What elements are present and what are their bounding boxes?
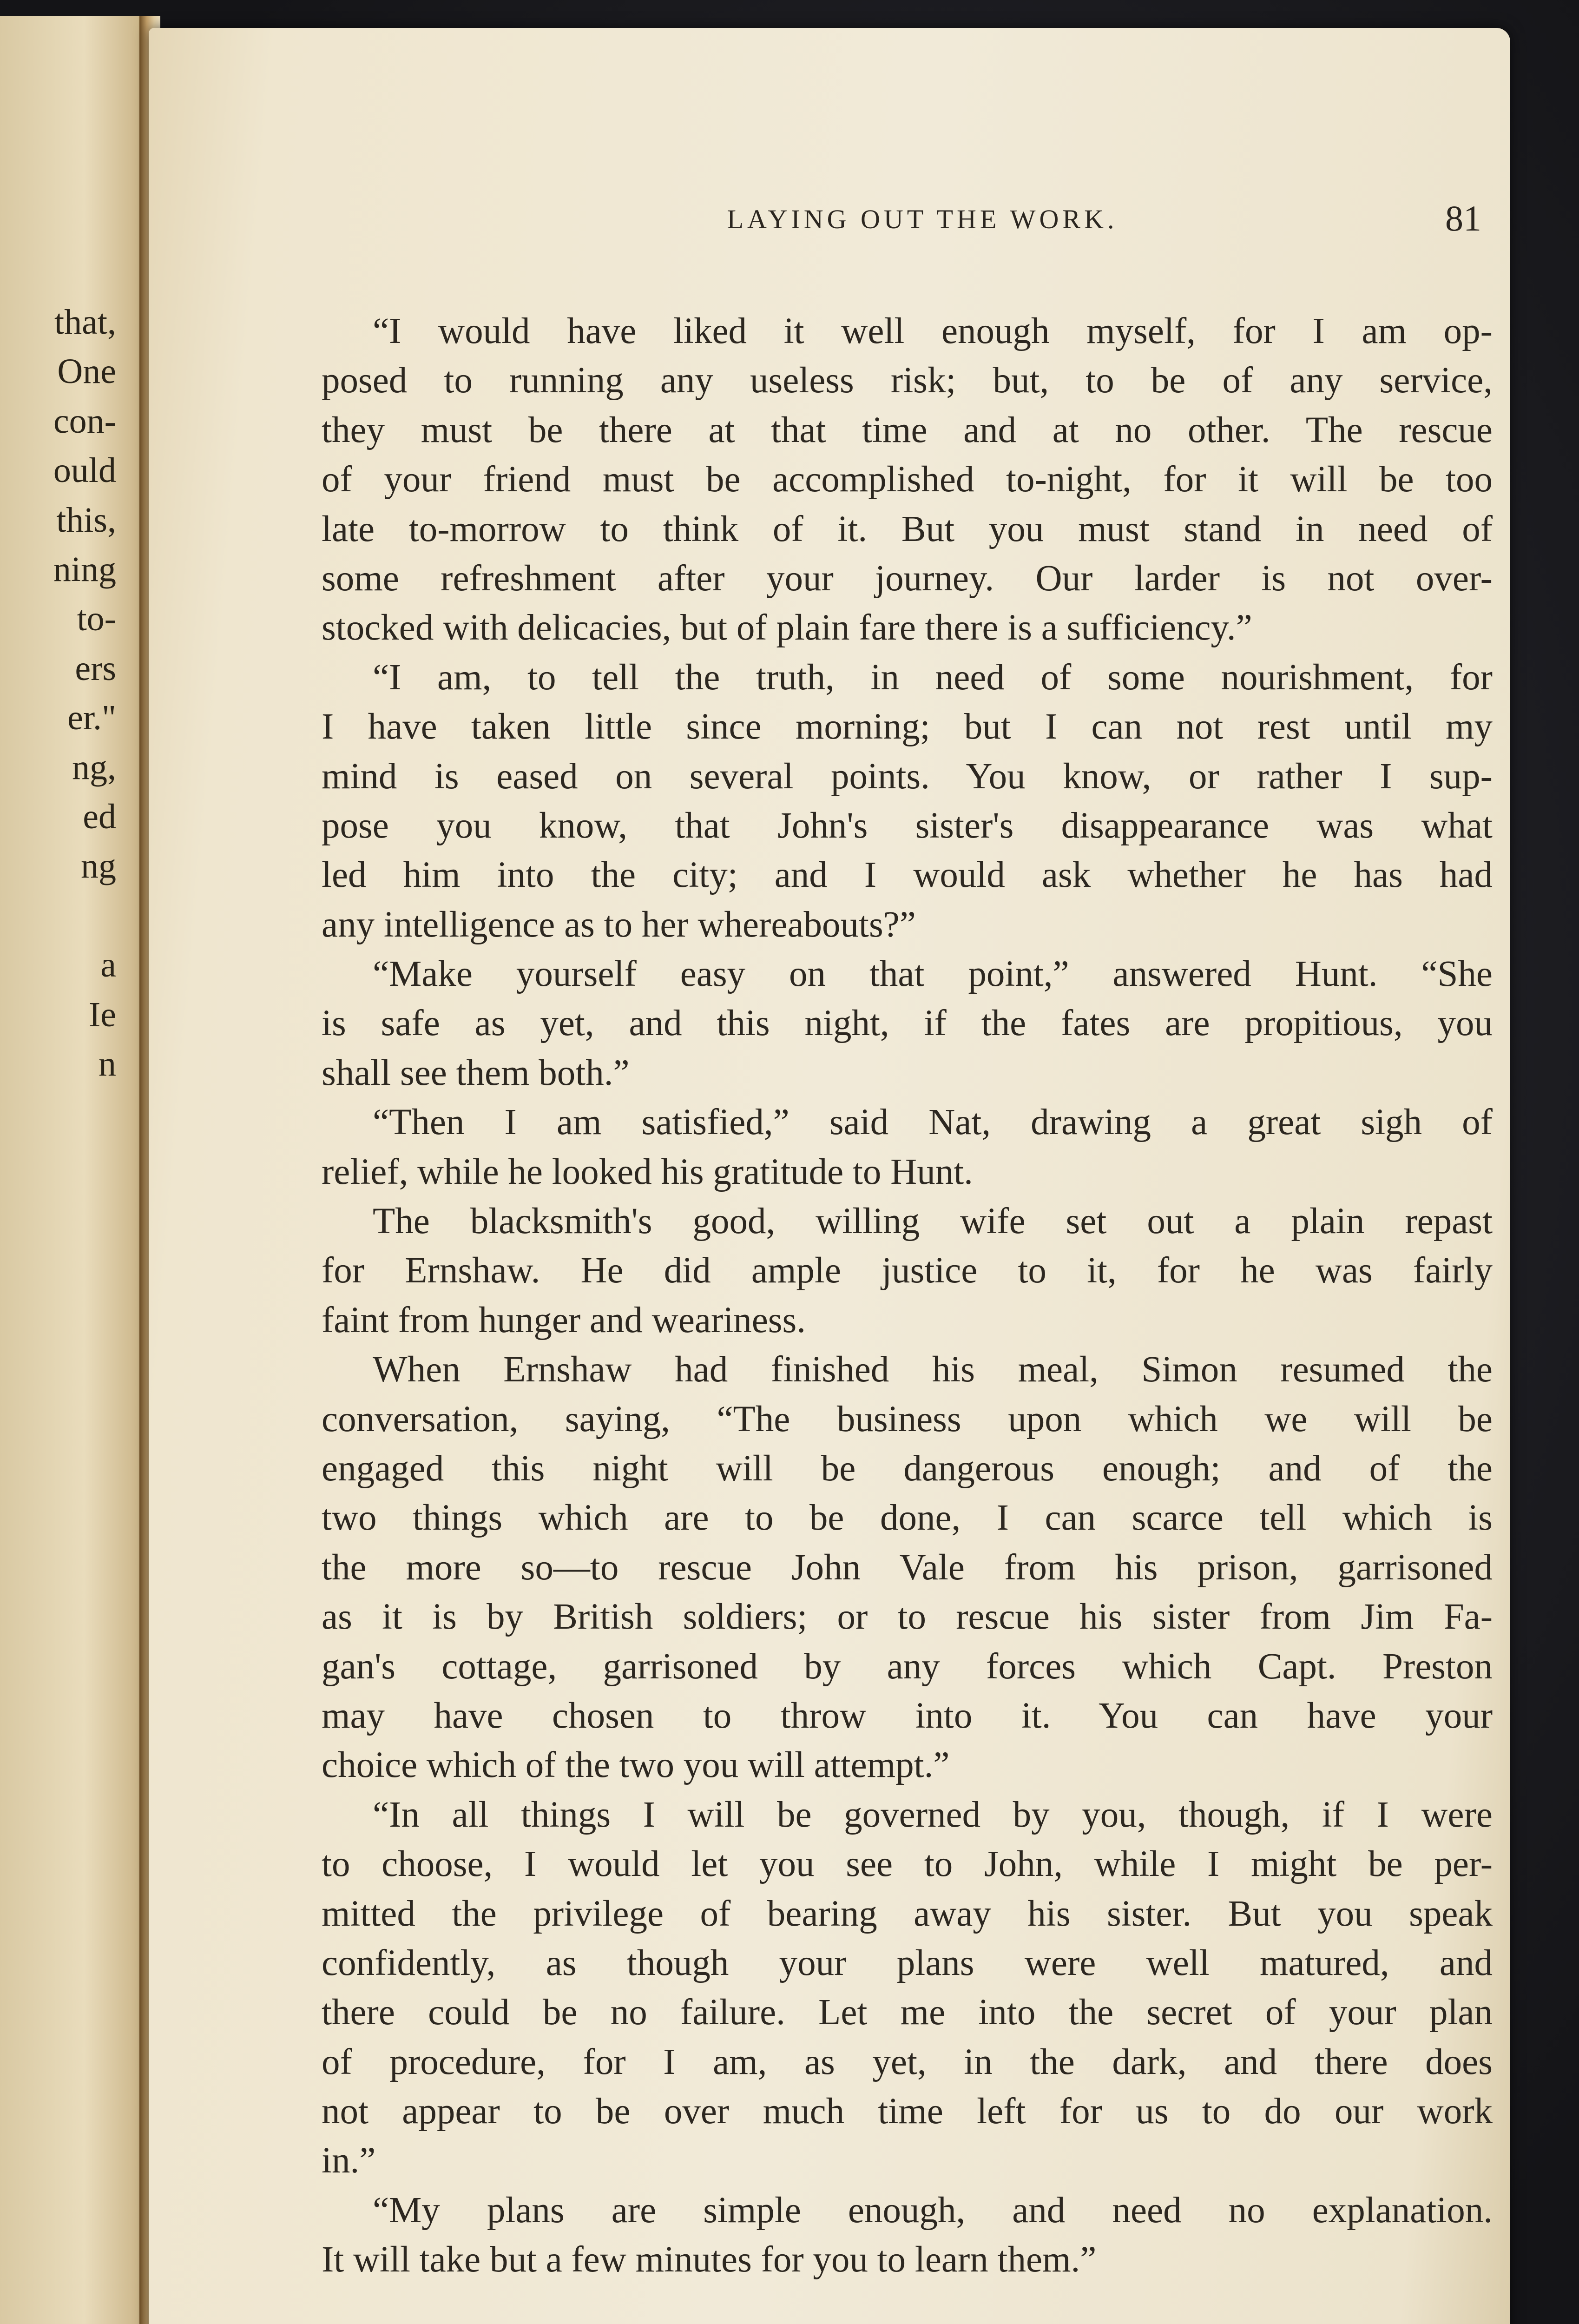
- left-page-fragment: ed: [83, 797, 116, 836]
- text-line: may have chosen to throw into it. You can have your: [322, 1695, 1493, 1736]
- left-page-fragment: One: [57, 352, 116, 391]
- text-line: I have taken little since morning; but I can not rest until my: [322, 706, 1493, 747]
- text-line: “Make yourself easy on that point,” answered Hunt. “She: [373, 954, 1493, 995]
- text-line: not appear to be over much time left for us to do our work: [322, 2091, 1493, 2132]
- text-line: stocked with delicacies, but of plain fare there is a sufficiency.”: [322, 607, 1252, 648]
- text-line: posed to running any useless risk; but, to be of any service,: [322, 360, 1493, 401]
- left-page-fragment: that,: [54, 303, 116, 342]
- text-line: The blacksmith's good, willing wife set out a plain repast: [373, 1201, 1493, 1242]
- text-line: engaged this night will be dangerous enough; and of the: [322, 1448, 1493, 1489]
- text-line: some refreshment after your journey. Our larder is not over-: [322, 558, 1493, 599]
- left-page-fragment: Ie: [88, 995, 116, 1034]
- left-page-fragment: to-: [77, 599, 116, 639]
- text-line: confidently, as though your plans were well matured, and: [322, 1942, 1493, 1983]
- text-line: is safe as yet, and this night, if the fates are propitious, you: [322, 1003, 1493, 1044]
- left-page-fragment: ning: [53, 550, 116, 589]
- text-line: conversation, saying, “The business upon which we will be: [322, 1399, 1493, 1439]
- text-line: any intelligence as to her whereabouts?”: [322, 904, 916, 945]
- book-page: [149, 28, 1510, 2324]
- left-page-fragment: con-: [53, 401, 116, 441]
- text-line: in.”: [322, 2140, 376, 2181]
- left-page-fragment: ng: [81, 846, 116, 886]
- text-line: as it is by British soldiers; or to rescue his sister from Jim Fa-: [322, 1597, 1493, 1637]
- text-line: It will take but a few minutes for you to learn them.”: [322, 2239, 1097, 2280]
- text-line: to choose, I would let you see to John, while I might be per-: [322, 1844, 1493, 1885]
- text-line: “In all things I will be governed by you, though, if I were: [373, 1794, 1493, 1835]
- text-line: pose you know, that John's sister's disappearance was what: [322, 805, 1493, 846]
- text-line: for Ernshaw. He did ample justice to it, for he was fairly: [322, 1250, 1493, 1291]
- text-line: mind is eased on several points. You know, or rather I sup-: [322, 756, 1493, 797]
- text-line: they must be there at that time and at no other. The rescue: [322, 409, 1493, 450]
- text-line: the more so—to rescue John Vale from his prison, garrisoned: [322, 1547, 1493, 1588]
- page-body-text: [322, 307, 1493, 2285]
- text-line: gan's cottage, garrisoned by any forces which Capt. Preston: [322, 1646, 1493, 1687]
- page-number: 81: [1445, 198, 1481, 238]
- text-line: “My plans are simple enough, and need no explanation.: [373, 2190, 1493, 2231]
- left-page-edge: [0, 16, 153, 2324]
- left-page-fragment: a: [100, 945, 116, 985]
- left-page-fragment: er.": [67, 698, 116, 738]
- text-line: “Then I am satisfied,” said Nat, drawing a great sigh of: [373, 1102, 1493, 1143]
- text-line: late to-morrow to think of it. But you must stand in need of: [322, 508, 1493, 549]
- text-line: faint from hunger and weariness.: [322, 1300, 806, 1340]
- text-line: there could be no failure. Let me into the secret of your plan: [322, 1992, 1493, 2033]
- left-page-fragment: n: [99, 1044, 116, 1083]
- running-header: LAYING OUT THE WORK.: [727, 204, 1118, 234]
- left-page-fragment: this,: [56, 500, 116, 540]
- text-line: “I would have liked it well enough myself, for I am op-: [373, 311, 1493, 351]
- text-line: relief, while he looked his gratitude to Hunt.: [322, 1151, 973, 1192]
- text-line: shall see them both.”: [322, 1052, 630, 1093]
- left-page-fragment: ould: [53, 451, 116, 490]
- text-line: of your friend must be accomplished to-night, for it will be too: [322, 459, 1493, 500]
- text-line: choice which of the two you will attempt.”: [322, 1745, 950, 1786]
- text-line: When Ernshaw had finished his meal, Simon resumed the: [373, 1349, 1493, 1390]
- text-line: mitted the privilege of bearing away his sister. But you speak: [322, 1893, 1493, 1934]
- text-line: of procedure, for I am, as yet, in the dark, and there does: [322, 2041, 1493, 2082]
- left-page-fragment: ng,: [72, 747, 116, 787]
- left-page-fragment: ers: [75, 648, 116, 688]
- text-line: “I am, to tell the truth, in need of some nourishment, for: [373, 657, 1493, 698]
- text-line: two things which are to be done, I can scarce tell which is: [322, 1498, 1493, 1538]
- text-line: led him into the city; and I would ask whether he has had: [322, 855, 1493, 896]
